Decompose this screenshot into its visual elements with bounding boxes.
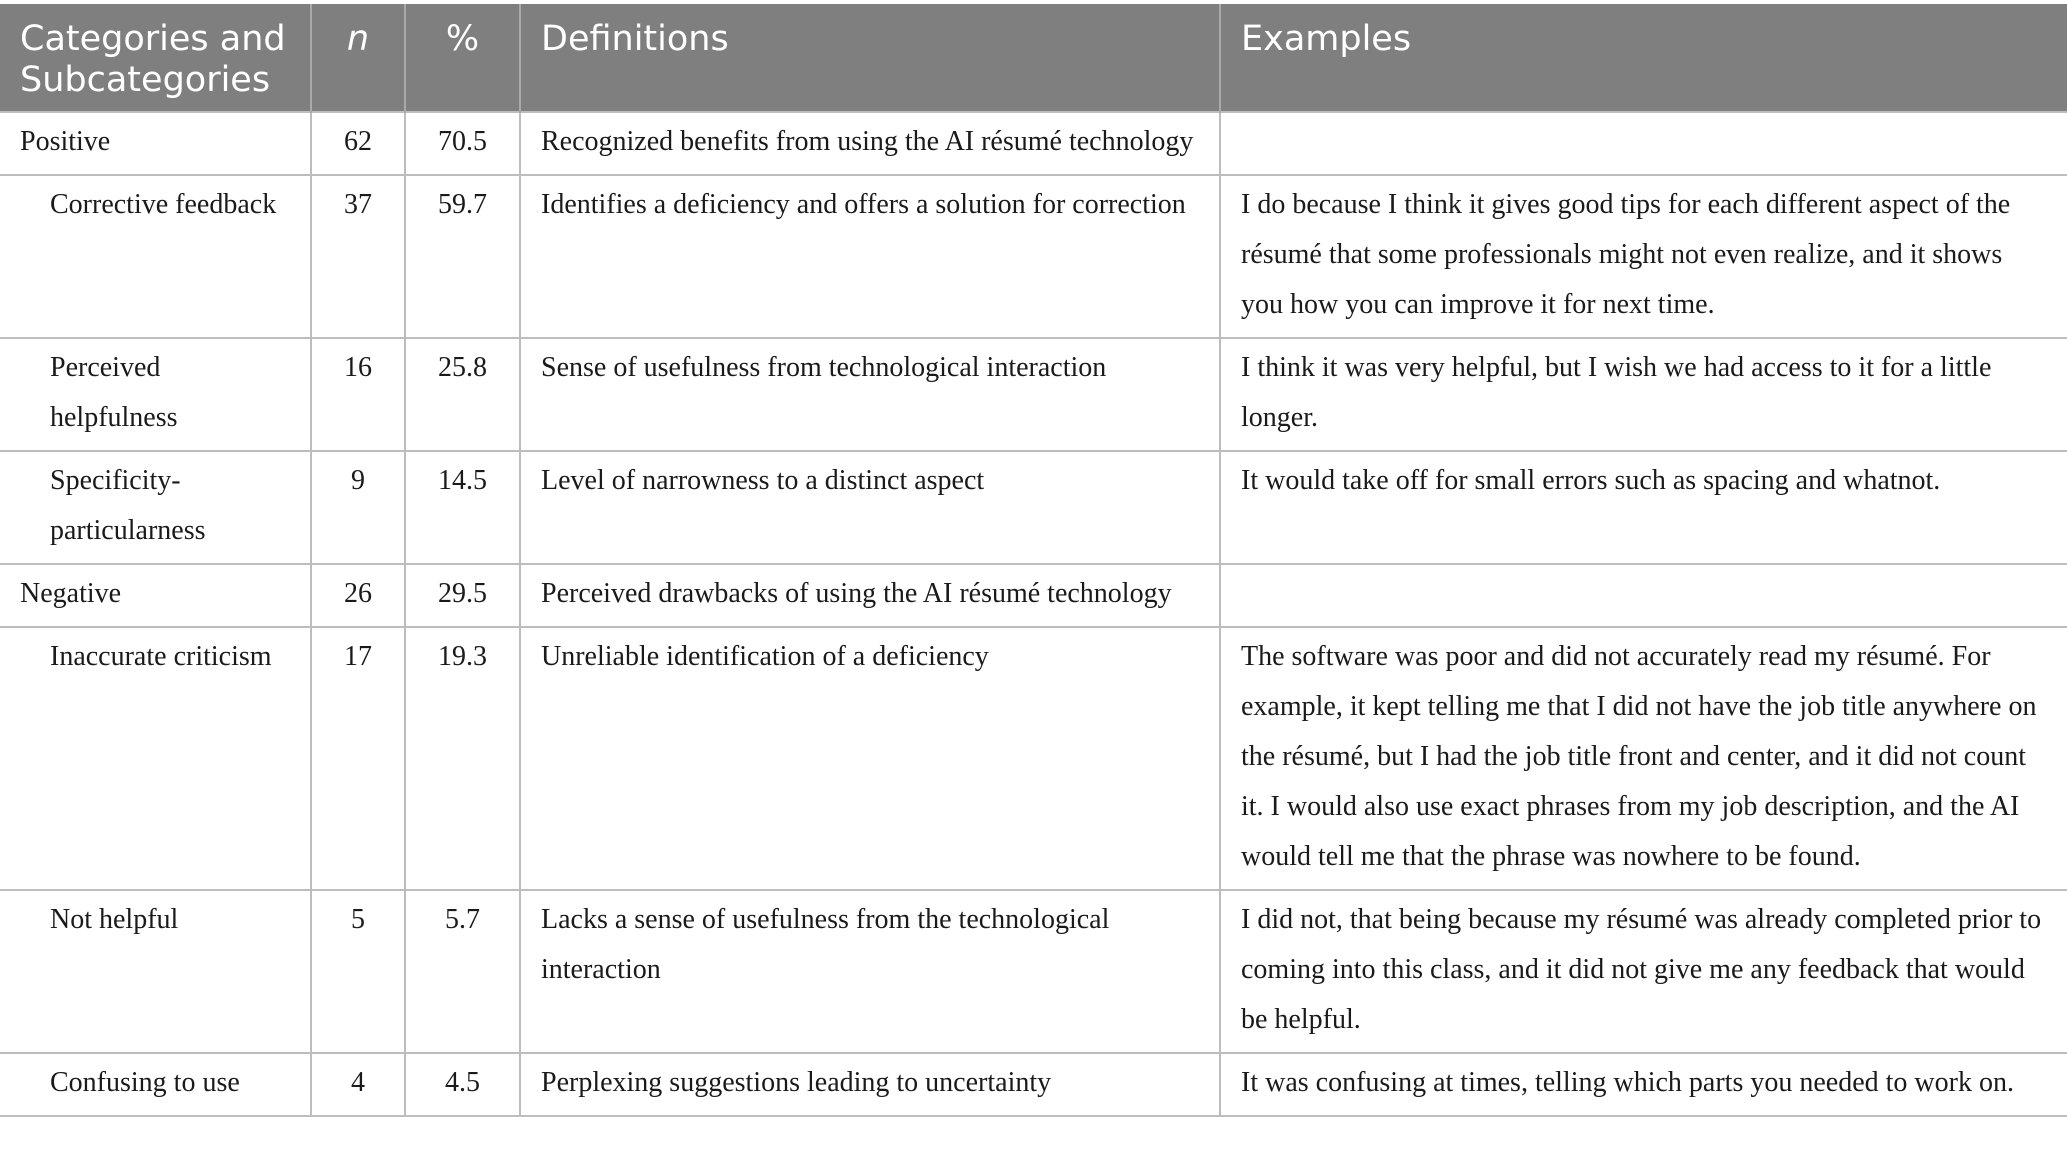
- definition-cell: Identifies a deficiency and offers a solution for correction: [520, 175, 1220, 338]
- example-cell: It would take off for small errors such as spacing and whatnot.: [1220, 451, 2067, 564]
- table-header: [0, 4, 2067, 112]
- definition-cell: Level of narrowness to a distinct aspect: [520, 451, 1220, 564]
- definition-cell: Perplexing suggestions leading to uncertainty: [520, 1053, 1220, 1116]
- header-percent: %: [405, 4, 520, 112]
- n-cell: 62: [311, 112, 405, 175]
- header-category: Categories and Subcategories: [0, 4, 311, 112]
- table-row-negative: [0, 564, 2067, 627]
- n-cell: 16: [311, 338, 405, 451]
- header-examples: Examples: [1220, 4, 2067, 112]
- n-cell: 4: [311, 1053, 405, 1116]
- table-row-perceived-helpfulness: [0, 338, 2067, 451]
- n-cell: 17: [311, 627, 405, 890]
- table-row-confusing-to-use: [0, 1053, 2067, 1116]
- n-cell: 9: [311, 451, 405, 564]
- category-cell: Perceived helpfulness: [0, 338, 311, 451]
- definition-cell: Perceived drawbacks of using the AI résumé technology: [520, 564, 1220, 627]
- example-cell: The software was poor and did not accurately read my résumé. For example, it kept telling me that I did not have the job title anywhere on the résumé, but I had the job title front and center, and it did not count it. I would also use exact phrases from my job description, and the AI would tell me that the phrase was nowhere to be found.: [1220, 627, 2067, 890]
- table-body: [0, 112, 2067, 1116]
- table-row-not-helpful: [0, 890, 2067, 1053]
- header-n: n: [311, 4, 405, 112]
- results-table: [0, 4, 2067, 1117]
- category-cell: Positive: [0, 112, 311, 175]
- definition-cell: Recognized benefits from using the AI résumé technology: [520, 112, 1220, 175]
- definition-cell: Sense of usefulness from technological interaction: [520, 338, 1220, 451]
- percent-cell: 59.7: [405, 175, 520, 338]
- category-cell: Specificity-particularness: [0, 451, 311, 564]
- n-cell: 37: [311, 175, 405, 338]
- category-cell: Confusing to use: [0, 1053, 311, 1116]
- table-row-specificity-particularness: [0, 451, 2067, 564]
- percent-cell: 14.5: [405, 451, 520, 564]
- percent-cell: 19.3: [405, 627, 520, 890]
- percent-cell: 4.5: [405, 1053, 520, 1116]
- results-table-container: [0, 4, 2067, 1117]
- example-cell: I think it was very helpful, but I wish we had access to it for a little longer.: [1220, 338, 2067, 451]
- table-row-inaccurate-criticism: [0, 627, 2067, 890]
- category-cell: Negative: [0, 564, 311, 627]
- percent-cell: 5.7: [405, 890, 520, 1053]
- example-cell: It was confusing at times, telling which parts you needed to work on.: [1220, 1053, 2067, 1116]
- category-cell: Not helpful: [0, 890, 311, 1053]
- category-cell: Corrective feedback: [0, 175, 311, 338]
- example-cell: I did not, that being because my résumé was already completed prior to coming into this class, and it did not give me any feedback that would be helpful.: [1220, 890, 2067, 1053]
- definition-cell: Unreliable identification of a deficiency: [520, 627, 1220, 890]
- percent-cell: 29.5: [405, 564, 520, 627]
- definition-cell: Lacks a sense of usefulness from the technological interaction: [520, 890, 1220, 1053]
- category-cell: Inaccurate criticism: [0, 627, 311, 890]
- n-cell: 26: [311, 564, 405, 627]
- percent-cell: 70.5: [405, 112, 520, 175]
- header-definitions: Definitions: [520, 4, 1220, 112]
- percent-cell: 25.8: [405, 338, 520, 451]
- example-cell: [1220, 112, 2067, 175]
- header-row: [0, 4, 2067, 112]
- table-row-corrective-feedback: [0, 175, 2067, 338]
- example-cell: [1220, 564, 2067, 627]
- n-cell: 5: [311, 890, 405, 1053]
- example-cell: I do because I think it gives good tips for each different aspect of the résumé that some professionals might not even realize, and it shows you how you can improve it for next time.: [1220, 175, 2067, 338]
- table-row-positive: [0, 112, 2067, 175]
